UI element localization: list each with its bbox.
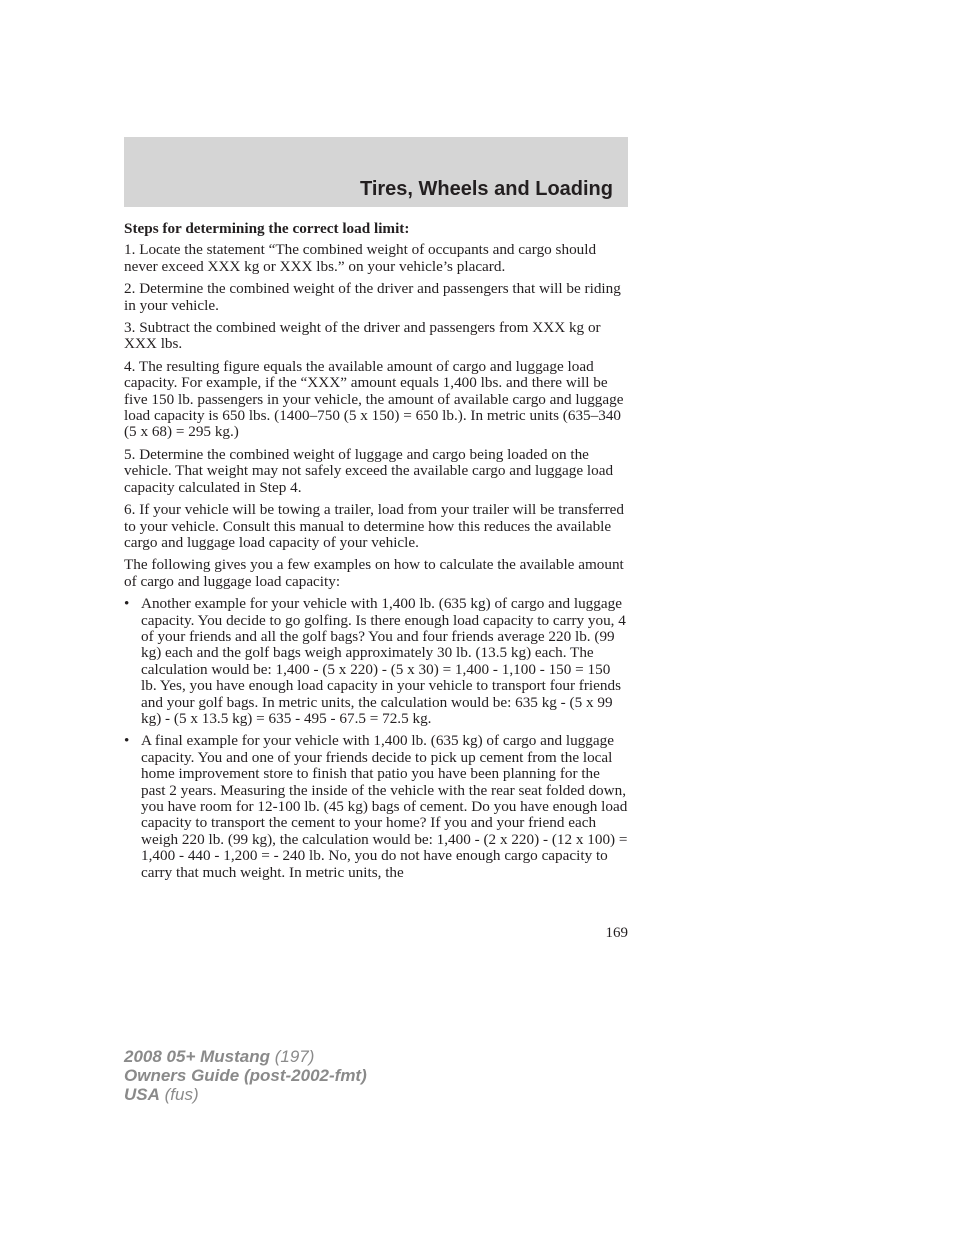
step-2-paragraph: 2. Determine the combined weight of the driver and passengers that will be riding in your vehicle. <box>124 280 621 314</box>
step-4-paragraph: 4. The resulting figure equals the available amount of cargo and luggage load capacity. For example, if the “XXX” amount equals 1,400 lbs. and there will be five 150 lb. passengers in your vehicle, the amount of available cargo and luggage load capacity is 650 lbs. (1400–750 (5 x 150) = 650 lb.). In metric units (635–340 (5 x 68) = 295 kg.) <box>124 357 624 441</box>
list-item <box>124 733 628 881</box>
section-title: Tires, Wheels and Loading <box>359 178 613 200</box>
footer-line-3 <box>124 1085 367 1104</box>
list-item <box>124 596 628 727</box>
footer-model: 2008 05+ Mustang <box>124 1047 270 1066</box>
step-1-paragraph: 1. Locate the statement “The combined weight of occupants and cargo should never exceed XXX kg or XXX lbs.” on your vehicle’s placard. <box>124 241 597 275</box>
page-content <box>124 221 628 887</box>
footer-market-code: (fus) <box>164 1085 199 1104</box>
footer-line-1 <box>124 1047 367 1066</box>
footer-market: USA <box>124 1085 160 1104</box>
bullet-icon: • <box>124 732 130 750</box>
footer-model-code: (197) <box>274 1047 315 1066</box>
list-item-text: Another example for your vehicle with 1,400 lb. (635 kg) of cargo and luggage capacity. You decide to go golfing. Is there enough load capacity to carry you, 4 of your friends and all the golf bags? You and four friends average 220 lb. (99 kg) each and the golf bags weigh approximately 30 lb. (13.5 kg) each. The calculation would be: 1,400 - (5 x 220) - (5 x 30) = 1,400 - 1,100 - 150 = 150 lb. Yes, you have enough load capacity in your vehicle to transport four friends and your golf bags. In metric units, the calculation would be: 635 kg - (5 x 99 kg) - (5 x 13.5 kg) = 635 - 495 - 67.5 = 72.5 kg. <box>141 595 626 727</box>
examples-intro-paragraph: The following gives you a few examples on how to calculate the available amount of cargo and luggage load capacity: <box>124 556 624 590</box>
bullet-icon: • <box>124 595 130 613</box>
list-item-text: A final example for your vehicle with 1,400 lb. (635 kg) of cargo and luggage capacity. You and one of your friends decide to pick up cement from the local home improvement store to finish that patio you have been planning for the past 2 years. Measuring the inside of the vehicle with the rear seat folded down, you have room for 12-100 lb. (45 kg) bags of cement. Do you have enough load capacity to transport the cement to your home? If you and your friend each weigh 220 lb. (99 kg), the calculation would be: 1,400 - (2 x 220) - (12 x 100) = 1,400 - 440 - 1,200 = - 240 lb. No, you do not have enough cargo capacity to carry that much weight. In metric units, the <box>141 732 628 881</box>
page-number: 169 <box>605 925 628 941</box>
document-footer <box>124 1047 367 1104</box>
step-6-paragraph: 6. If your vehicle will be towing a trailer, load from your trailer will be transferred to your vehicle. Consult this manual to determine how this reduces the available cargo and luggage load capacity of your vehicle. <box>124 501 624 551</box>
examples-list <box>124 596 628 881</box>
footer-guide: Owners Guide (post-2002-fmt) <box>124 1066 367 1085</box>
step-3-paragraph: 3. Subtract the combined weight of the driver and passengers from XXX kg or XXX lbs. <box>124 319 601 353</box>
footer-line-2 <box>124 1066 367 1085</box>
step-5-paragraph: 5. Determine the combined weight of luggage and cargo being loaded on the vehicle. That weight may not safely exceed the available cargo and luggage load capacity calculated in Step 4. <box>124 445 614 496</box>
section-header-band <box>124 137 628 207</box>
steps-heading: Steps for determining the correct load limit: <box>124 220 410 237</box>
